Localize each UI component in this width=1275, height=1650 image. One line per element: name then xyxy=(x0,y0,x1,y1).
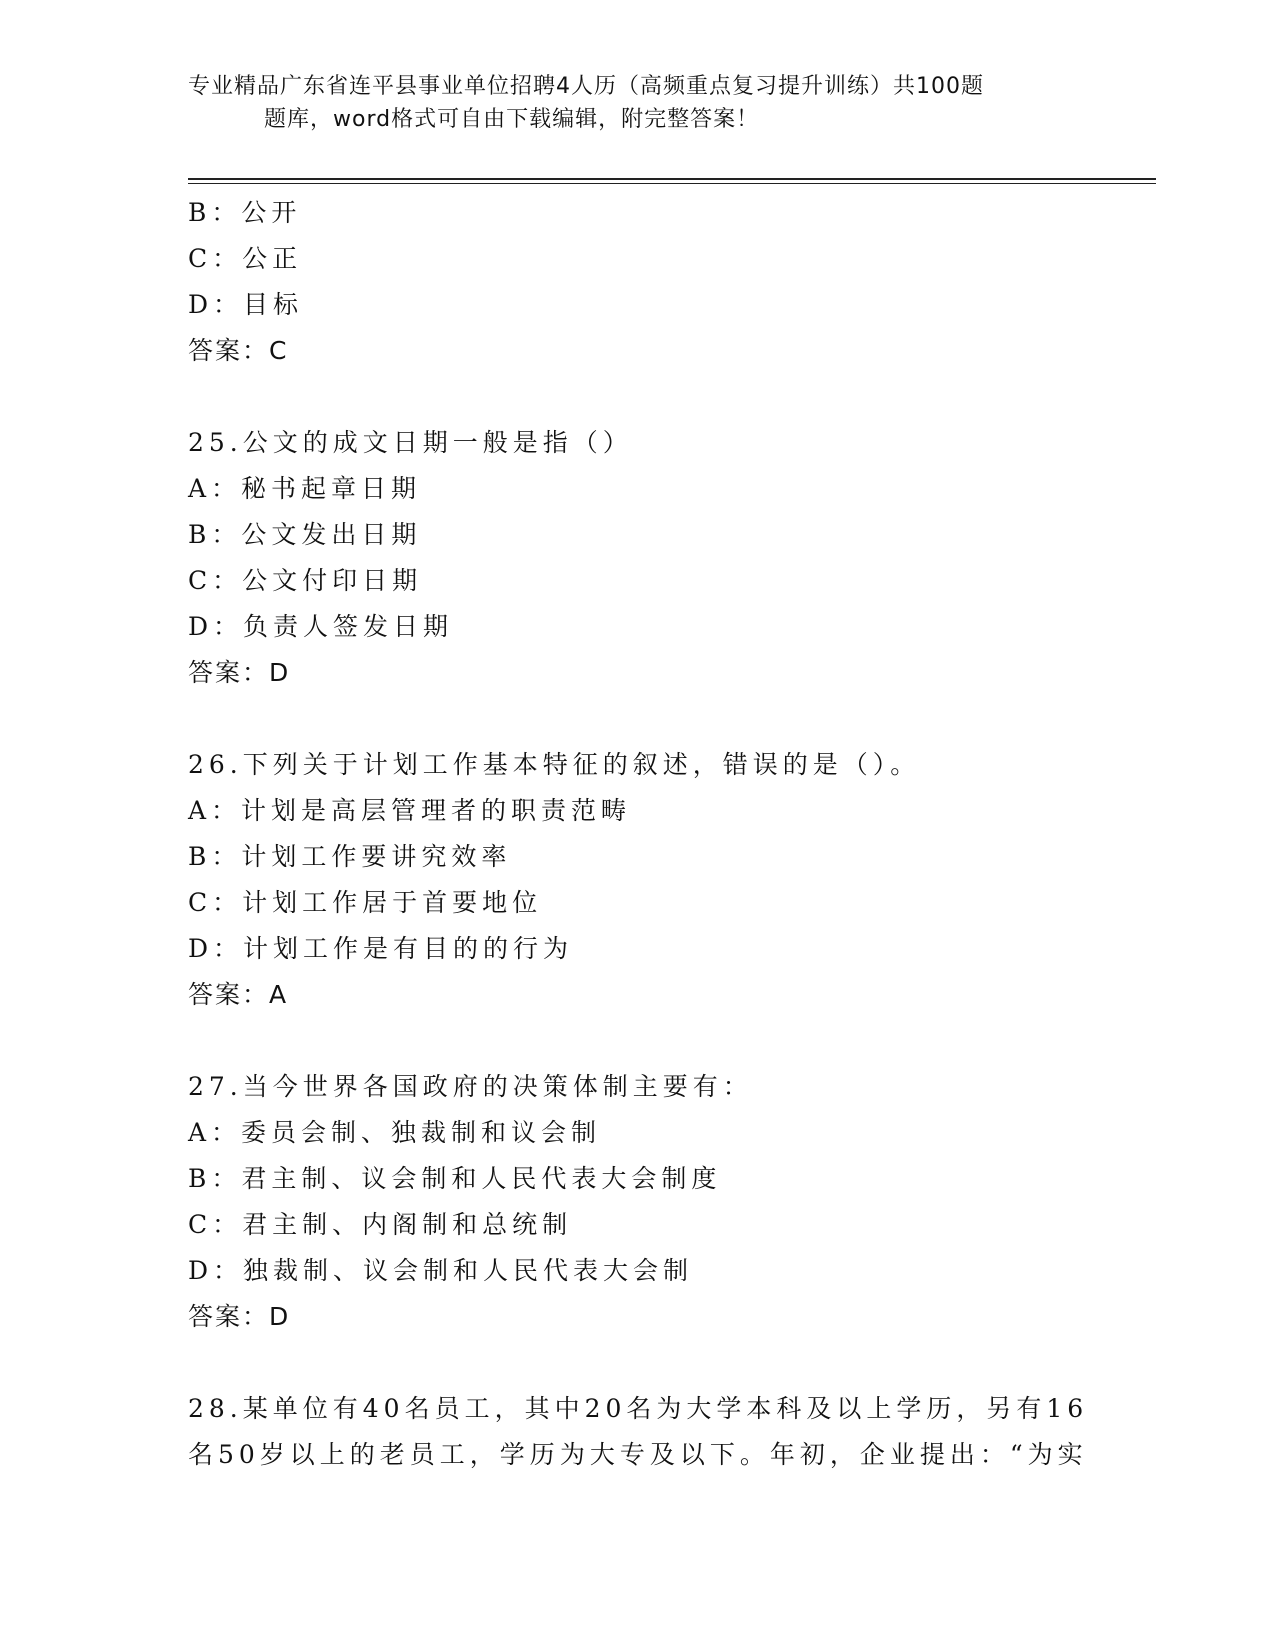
answer: 答案：C xyxy=(188,336,289,365)
spacer xyxy=(188,696,1148,742)
answer: 答案：A xyxy=(188,980,289,1009)
header-divider-thick xyxy=(188,178,1156,180)
question-stem-line-1: 28.某单位有40名员工，其中20名为大学本科及以上学历，另有16 xyxy=(188,1394,1089,1423)
spacer xyxy=(188,374,1148,420)
option-c: C：计划工作居于首要地位 xyxy=(188,888,543,917)
question-stem-line-2: 名50岁以上的老员工，学历为大专及以下。年初，企业提出：“为实 xyxy=(188,1440,1088,1469)
option-d: D：独裁制、议会制和人民代表大会制 xyxy=(188,1256,694,1285)
option-a: A：秘书起章日期 xyxy=(188,474,422,503)
header-title-line-2: 题库，word格式可自由下载编辑，附完整答案！ xyxy=(264,107,760,132)
question-24-continued xyxy=(188,190,1148,374)
option-a: A：计划是高层管理者的职责范畴 xyxy=(188,796,632,825)
option-d: D：计划工作是有目的的行为 xyxy=(188,934,574,963)
spacer xyxy=(188,1340,1148,1386)
option-b: B：公开 xyxy=(188,198,302,227)
header-title-line-1: 专业精品广东省连平县事业单位招聘4人历（高频重点复习提升训练）共100题 xyxy=(188,74,984,99)
option-c: C：公正 xyxy=(188,244,303,273)
option-d: D：目标 xyxy=(188,290,304,319)
option-d: D：负责人签发日期 xyxy=(188,612,454,641)
answer: 答案：D xyxy=(188,1302,291,1331)
question-list xyxy=(188,190,1148,1478)
question-25 xyxy=(188,420,1148,696)
option-b: B：君主制、议会制和人民代表大会制度 xyxy=(188,1164,722,1193)
question-26 xyxy=(188,742,1148,1018)
document-header xyxy=(188,70,1088,136)
question-28 xyxy=(188,1386,1148,1478)
option-a: A：委员会制、独裁制和议会制 xyxy=(188,1118,602,1147)
option-c: C：君主制、内阁制和总统制 xyxy=(188,1210,573,1239)
option-b: B：公文发出日期 xyxy=(188,520,422,549)
question-stem: 27.当今世界各国政府的决策体制主要有： xyxy=(188,1072,753,1101)
question-stem: 26.下列关于计划工作基本特征的叙述，错误的是（）。 xyxy=(188,750,921,779)
header-divider-thin xyxy=(188,183,1156,184)
answer: 答案：D xyxy=(188,658,291,687)
option-b: B：计划工作要讲究效率 xyxy=(188,842,512,871)
option-c: C：公文付印日期 xyxy=(188,566,423,595)
question-stem: 25.公文的成文日期一般是指（） xyxy=(188,428,633,457)
spacer xyxy=(188,1018,1148,1064)
question-27 xyxy=(188,1064,1148,1340)
